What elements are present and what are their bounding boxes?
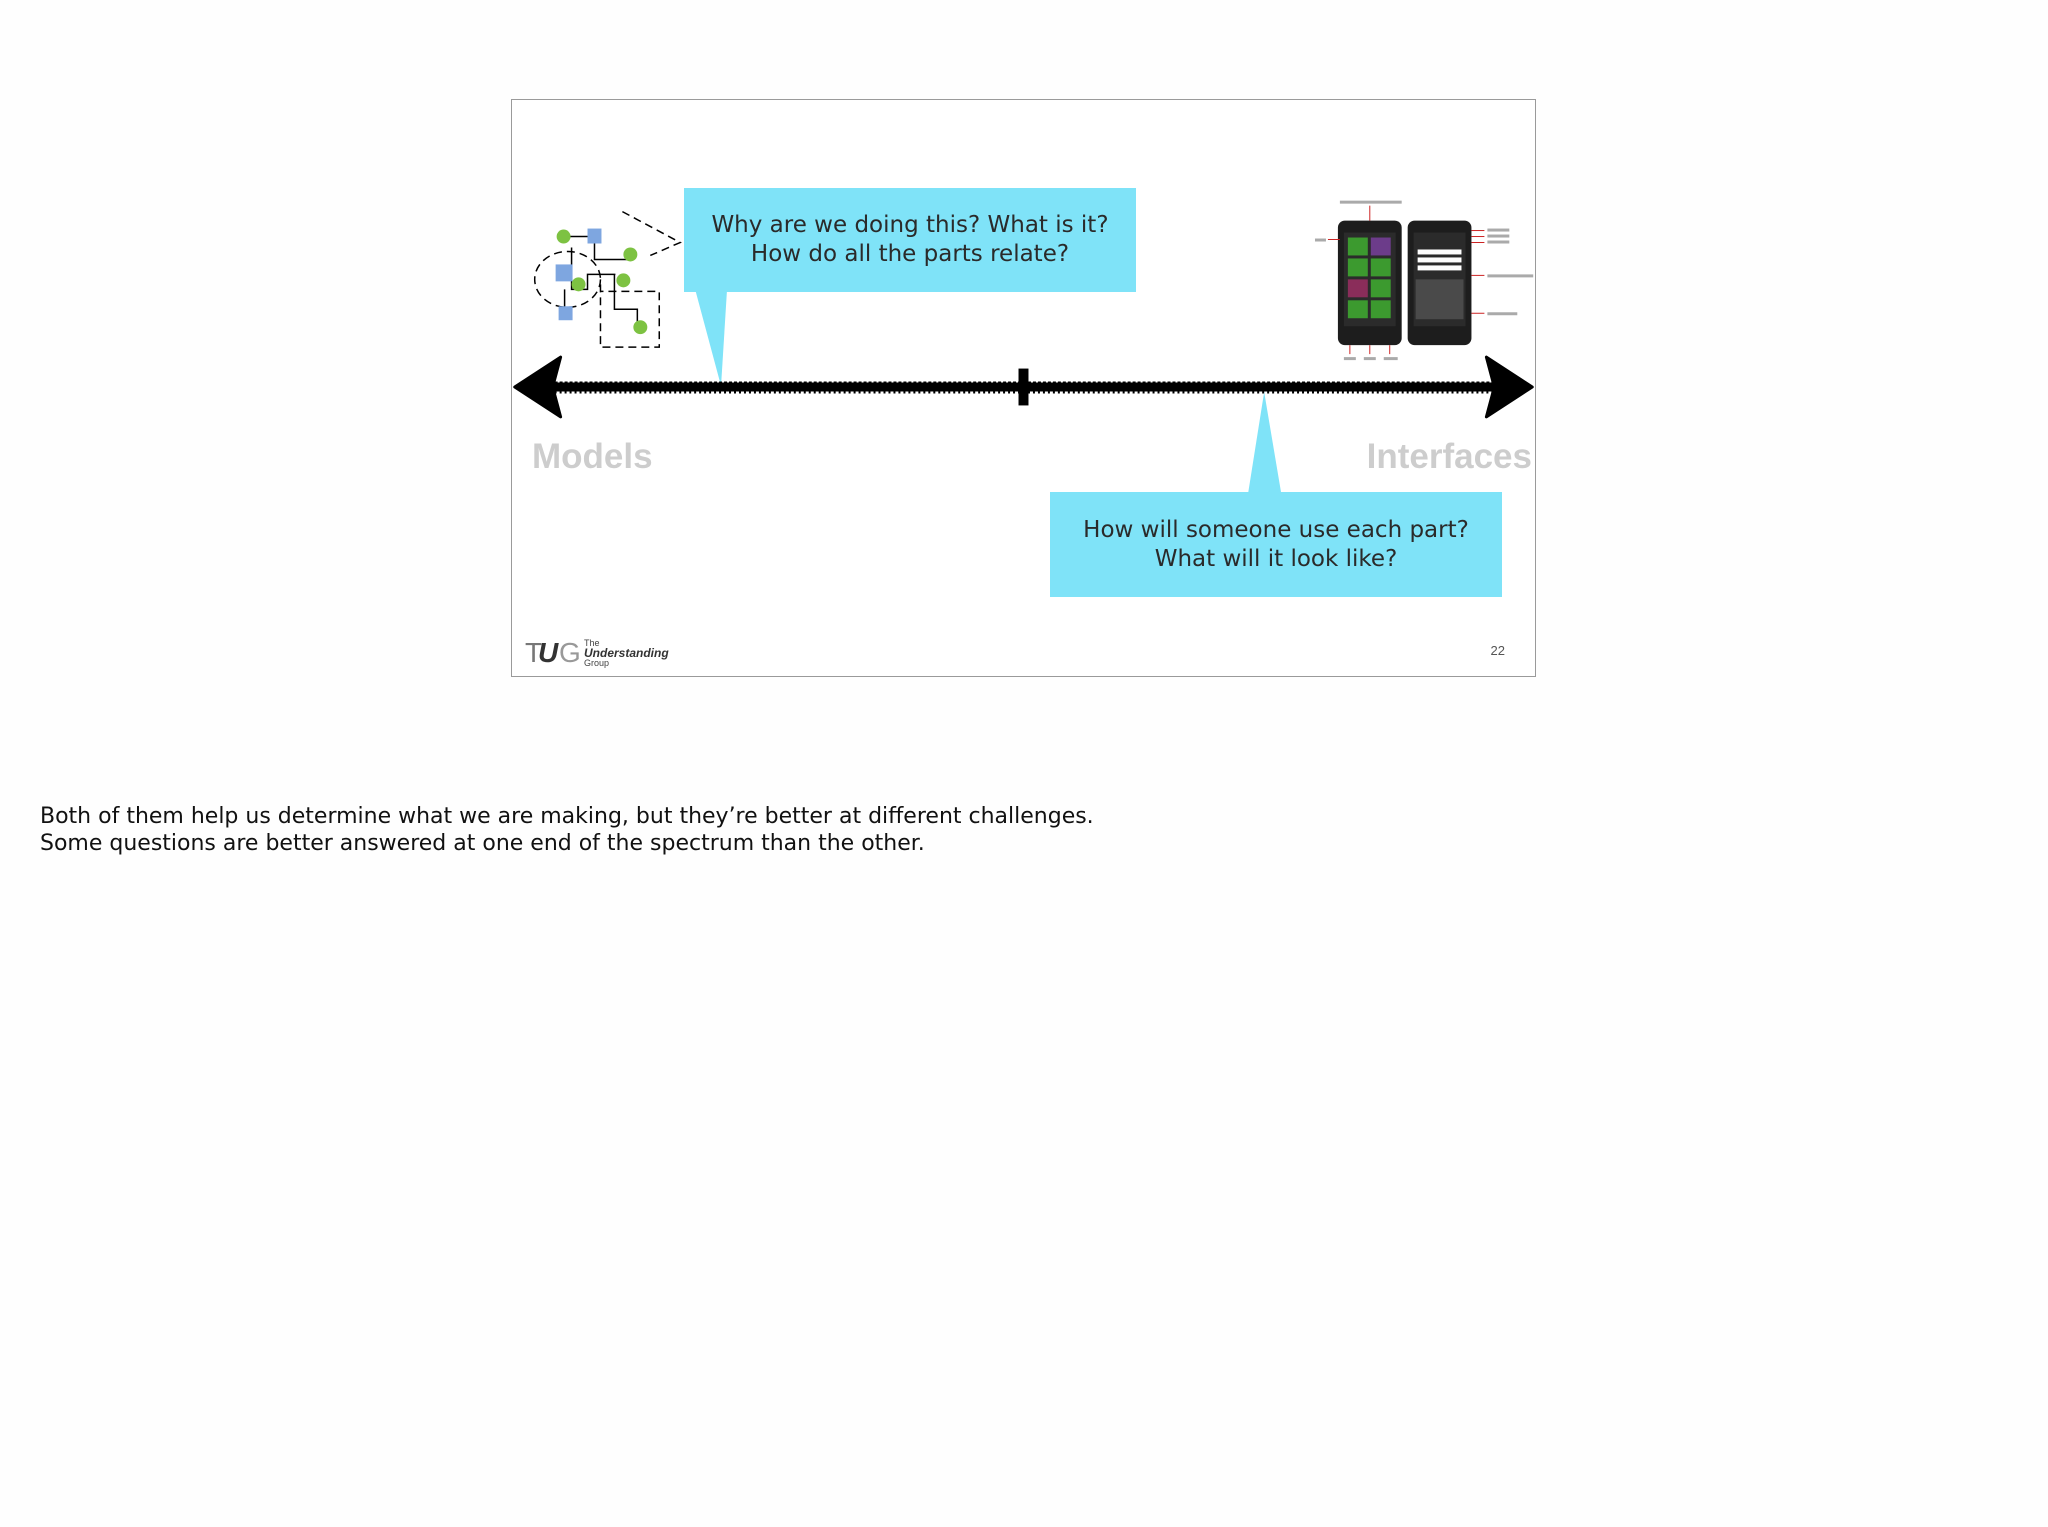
callout-bottom-pointer: [1248, 392, 1281, 493]
tug-logo-mark-icon: [525, 637, 583, 667]
double-headed-arrow-icon: [515, 357, 1532, 417]
spectrum-label-interfaces: Interfaces: [1366, 437, 1532, 476]
spectrum-label-models: Models: [532, 437, 653, 476]
callout-interfaces-questions: How will someone use each part? What will it look like?: [1050, 492, 1502, 597]
svg-text:T: T: [525, 637, 543, 667]
phone-screens-illustration-icon: [1315, 201, 1533, 360]
svg-text:G: G: [559, 637, 581, 667]
logo-line-understanding: Understanding: [584, 646, 669, 660]
notes-line-2: Some questions are better answered at one end of the spectrum than the other.: [40, 831, 925, 856]
callout-models-questions: Why are we doing this? What is it? How do all the parts relate?: [684, 188, 1136, 292]
slide: [511, 99, 1536, 677]
notes-line-1: Both of them help us determine what we are making, but they’re better at different challenges.: [40, 804, 1094, 829]
presenter-notes: [40, 803, 2000, 857]
page-number: 22: [1490, 643, 1505, 658]
concept-model-diagram-icon: [535, 212, 680, 348]
tug-logo: [525, 637, 669, 668]
logo-line-group: Group: [584, 658, 610, 668]
callout-top-pointer: [695, 289, 727, 386]
svg-text:U: U: [538, 637, 559, 667]
logo-line-the: The: [584, 638, 600, 648]
tug-logo-text: [584, 638, 669, 668]
